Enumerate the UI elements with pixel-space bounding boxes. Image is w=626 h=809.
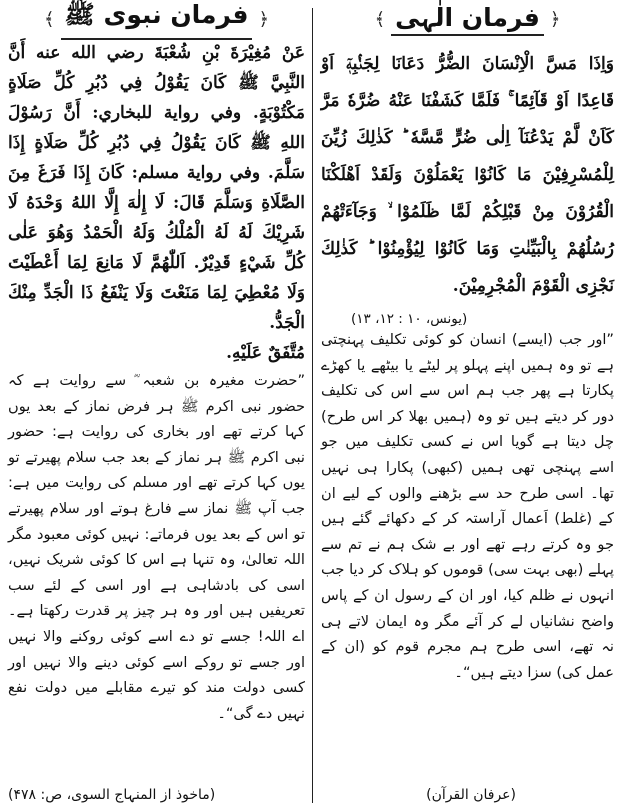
- hadith-urdu-translation: ”حضرت مغیرہ بن شعبہ ؓ سے روایت ہے کہ حضور نبی اکرم ﷺ ہر فرض نماز کے بعد یوں کہا کرتے تھے اور بخاری کی روایت ہے: حضور نبی اکرم ﷺ ہر نماز کے بعد جب سلام پھیرتے تو یوں کہا کرتے تھے اور مسلم کی روایت میں ہے: جب آپ ﷺ نماز سے فارغ ہوتے اور سلام پھیرتے تو اس کے بعد یوں فرماتے: نہیں کوئی معبود مگر اللہ تعالیٰ، وہ تنہا ہے اس کا کوئی شریک نہیں، اسی کی بادشاہی ہے اور اسی کے لئے سب تعریفیں ہیں اور وہ ہر چیز پر قدرت رکھتا ہے۔ اے اللہ! جسے تو دے اسے کوئی روکنے والا نہیں اور جسے تو روکے اسے کوئی دینے والا نہیں اور کسی دولت مند کو تیرے مقابلے میں دولت نفع نہیں دے گی“۔: [8, 372, 305, 722]
- quran-header: [321, 0, 614, 38]
- quran-column: [315, 0, 626, 809]
- quran-title: فرمان الٰہی: [391, 3, 544, 36]
- quran-urdu-translation: ”اور جب (ایسے) انسان کو کوئی تکلیف پہنچتی ہے تو وہ ہمیں اپنے پہلو پر لیٹے یا بیٹھے یا کھڑے پکارتا ہے پھر جب ہم اس سے اس کی تکلیف دور کر دیتے ہیں تو وہ (ہمیں بھلا کر اس طرح) چل دیتا ہے گویا اس نے کسی تکلیف میں جو اسے پہنچی تھی ہمیں (کبھی) پکارا ہی نہیں تھا۔ اسی طرح حد سے بڑھنے والوں کے لیے ان کے (غلط) اَعمال آراستہ کر کے دکھائے گئے ہیں جو وہ کرتے رہے تھے اور بے شک ہم نے تم سے پہلے (بھی بہت سی) قوموں کو ہلاک کر دیا جب انہوں نے ظلم کیا، اور ان کے رسول ان کے پاس واضح نشانیاں لے کر آئے مگر وہ ایمان لاتے ہی نہ تھے، اسی طرح ہم مجرم قوم کو (ان کے عمل کی) سزا دیتے ہیں“۔: [321, 331, 614, 681]
- column-divider: [312, 8, 313, 803]
- hadith-header: [8, 0, 305, 38]
- quran-reference: (یونس، ۱۰ : ۱۲، ۱۳): [351, 311, 468, 327]
- hadith-source: (ماخوذ از المنہاج السوی، ص: ۴۷۸): [8, 787, 216, 803]
- hadith-arabic-text: عَنْ مُغِيْرَةَ بْنِ شُعْبَةَ رضي الله عنه أَنَّ النَّبِيَّ ﷺ كَانَ يَقُوْلُ فِي دُبُرِ كُلِّ صَلَاةٍ مَكْتُوْبَةٍ. وفي رواية للبخاري: أَنَّ رَسُوْلَ اللهِ ﷺ كَانَ يَقُوْلُ فِي دُبُرِ كُلِّ صَلَاةٍ إِذَا سَلَّمَ. وفي رواية مسلم: كَانَ إِذَا فَرَغَ مِنَ الصَّلَاةِ وَسَلَّمَ قَالَ: لَا إِلٰهَ إِلَّا اللهُ وَحْدَهُ لَا شَرِيْكَ لَهُ لَهُ الْمُلْكُ وَلَهُ الْحَمْدُ وَهُوَ عَلٰى كُلِّ شَيْءٍ قَدِيْرٌ. اَللّٰهُمَّ لَا مَانِعَ لِمَا أَعْطَيْتَ وَلَا مُعْطِيَ لِمَا مَنَعْتَ وَلَا يَنْفَعُ ذَا الْجَدِّ مِنْكَ الْجَدُّ.: [8, 43, 305, 333]
- hadith-agreed: مُتَّفَقٌ عَلَيْهِ.: [226, 343, 305, 363]
- quran-source: (عرفان القرآن): [426, 787, 516, 803]
- ornament-open-icon: ﴿: [258, 8, 270, 30]
- hadith-column: [0, 0, 311, 809]
- ornament-open-icon: ﴿: [549, 8, 561, 30]
- ornament-close-icon: ﴾: [374, 8, 386, 30]
- quran-arabic-text: وَاِذَا مَسَّ الْاِنْسَانَ الضُّرُّ دَعَانَا لِجَنْۢبِهٖٓ اَوْ قَاعِدًا اَوْ قَآئِمًا ۚ فَلَمَّا كَشَفْنَا عَنْهُ ضُرَّهٗ مَرَّ كَاَنْ لَّمْ يَدْعُنَآ اِلٰى ضُرٍّ مَّسَّهٗ ؕ كَذٰلِكَ زُيِّنَ لِلْمُسْرِفِيْنَ مَا كَانُوْا يَعْمَلُوْنَ وَلَقَدْ اَهْلَكْنَا الْقُرُوْنَ مِنْ قَبْلِكُمْ لَمَّا ظَلَمُوْا ۙ وَجَآءَتْهُمْ رُسُلُهُمْ بِالْبَيِّنٰتِ وَمَا كَانُوْا لِيُؤْمِنُوْا ؕ كَذٰلِكَ نَجْزِى الْقَوْمَ الْمُجْرِمِيْنَ.: [321, 54, 614, 296]
- hadith-title: فرمان نبوی ﷺ: [61, 0, 253, 40]
- ornament-close-icon: ﴾: [44, 8, 55, 30]
